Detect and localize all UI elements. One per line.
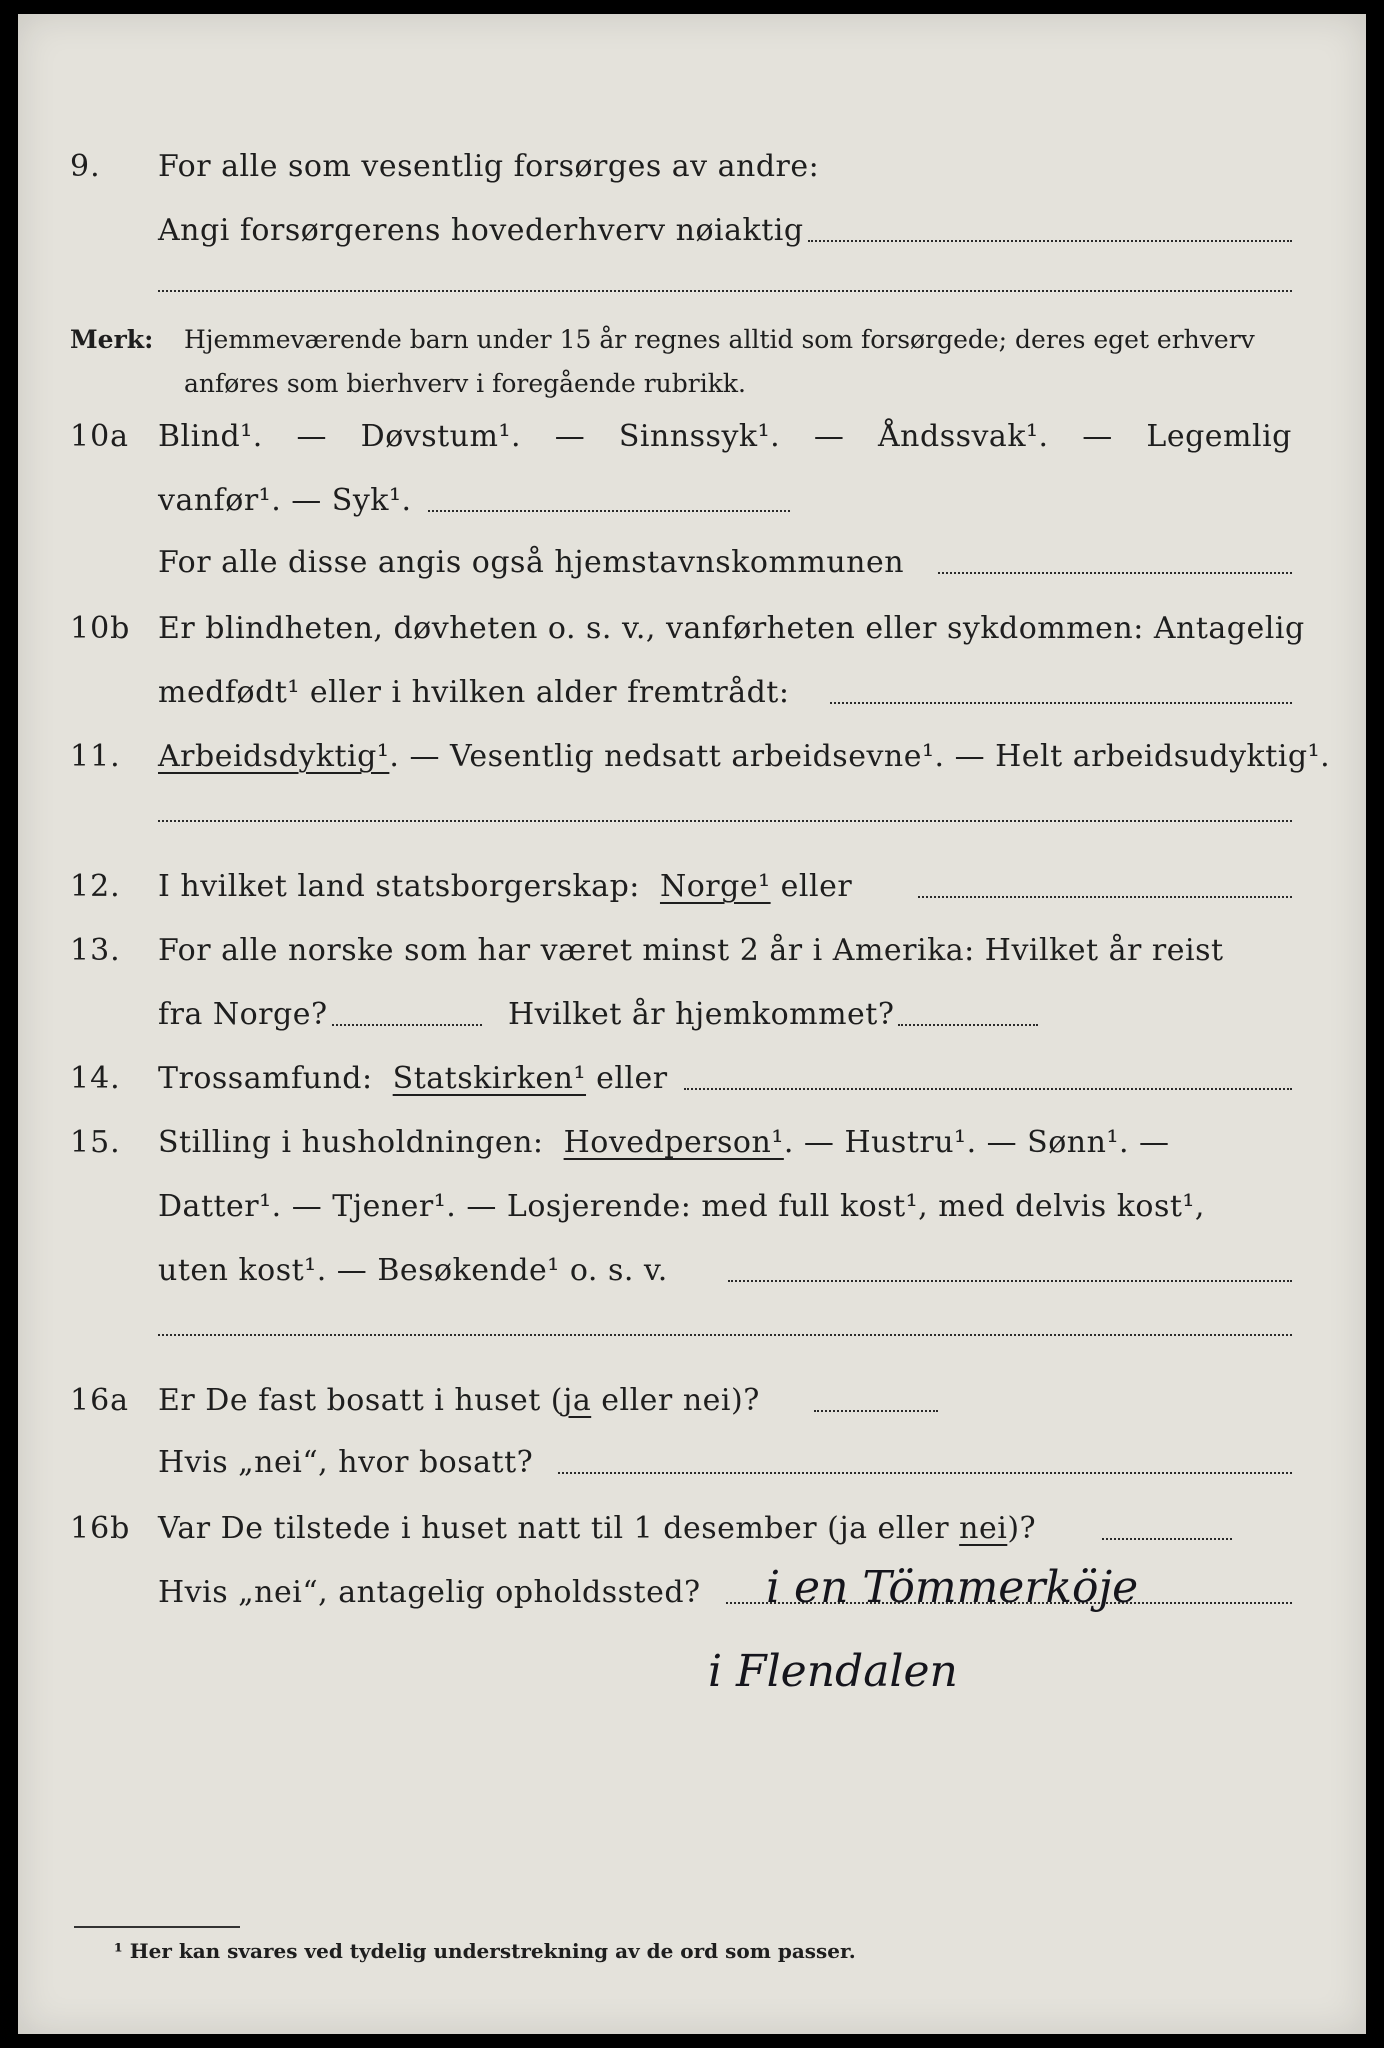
question-text: vanfør¹. — Syk¹. bbox=[158, 483, 412, 518]
question-14-row bbox=[18, 1048, 1366, 1104]
question-number: 14. bbox=[70, 1061, 121, 1096]
answer-line[interactable] bbox=[158, 1334, 1292, 1336]
handwritten-answer: i en Tömmerköje bbox=[766, 1562, 1139, 1613]
question-text: fra Norge? bbox=[158, 997, 328, 1032]
footnote-divider bbox=[74, 1926, 240, 1928]
question-text bbox=[158, 1125, 1170, 1160]
question-text: For alle som vesentlig forsørges av andre: bbox=[158, 149, 820, 184]
question-16b-row bbox=[18, 1498, 1366, 1554]
note-row-2 bbox=[18, 350, 1366, 406]
option-legemlig: Legemlig bbox=[1146, 419, 1292, 454]
question-label: Er De fast bosatt i huset ( bbox=[158, 1383, 564, 1418]
question-15-row-2 bbox=[18, 1176, 1366, 1232]
other-options: . — Hustru¹. — Sønn¹. — bbox=[783, 1125, 1170, 1160]
answer-line[interactable] bbox=[428, 510, 790, 512]
note-text: anføres som bierhverv i foregående rubrikk. bbox=[184, 369, 746, 398]
question-text: Er blindheten, døvheten o. s. v., vanførheten eller sykdommen: Antagelig bbox=[158, 611, 1305, 646]
question-11-row bbox=[18, 726, 1366, 782]
question-text: uten kost¹. — Besøkende¹ o. s. v. bbox=[158, 1253, 668, 1288]
question-text: Hvilket år hjemkommet? bbox=[508, 997, 895, 1032]
question-text: Hvis „nei“, hvor bosatt? bbox=[158, 1445, 534, 1480]
question-text: Hvis „nei“, antagelig opholdssted? bbox=[158, 1575, 701, 1610]
question-16a-row-2 bbox=[18, 1432, 1366, 1488]
dash: — bbox=[1082, 419, 1113, 454]
question-text bbox=[158, 1383, 760, 1418]
question-9-row-2 bbox=[18, 200, 1366, 256]
question-number: 13. bbox=[70, 933, 121, 968]
option-blind: Blind¹. bbox=[158, 419, 263, 454]
question-text: Datter¹. — Tjener¹. — Losjerende: med full kost¹, med delvis kost¹, bbox=[158, 1189, 1205, 1224]
answer-line[interactable] bbox=[684, 1088, 1292, 1090]
answer-line[interactable] bbox=[938, 572, 1292, 574]
selected-option-arbeidsdyktig: Arbeidsdyktig¹ bbox=[158, 739, 390, 774]
question-text: For alle norske som har været minst 2 år i Amerika: Hvilket år reist bbox=[158, 933, 1224, 968]
question-text: Angi forsørgerens hovederhverv nøiaktig bbox=[158, 213, 804, 248]
answer-line[interactable] bbox=[332, 1024, 482, 1026]
option-andssvak: Åndssvak¹. bbox=[878, 419, 1049, 454]
answer-line[interactable] bbox=[808, 240, 1292, 242]
question-number: 12. bbox=[70, 869, 121, 904]
question-label: Trossamfund: bbox=[158, 1061, 373, 1096]
question-9-row bbox=[18, 136, 1366, 192]
question-10a-row-2 bbox=[18, 470, 1366, 526]
question-10b-row bbox=[18, 598, 1366, 654]
question-label: )? bbox=[1007, 1511, 1037, 1546]
answer-line[interactable] bbox=[728, 1280, 1292, 1282]
question-text: For alle disse angis også hjemstavnskommunen bbox=[158, 545, 905, 580]
footnote: ¹ Her kan svares ved tydelig understrekning av de ord som passer. bbox=[114, 1939, 856, 1963]
question-13-row-2 bbox=[18, 984, 1366, 1040]
option-sinnssyk: Sinnssyk¹. bbox=[618, 419, 781, 454]
handwritten-answer: i Flendalen bbox=[708, 1646, 958, 1697]
option-dovstum: Døvstum¹. bbox=[360, 419, 522, 454]
question-label: eller nei)? bbox=[591, 1383, 760, 1418]
census-form-page bbox=[18, 14, 1366, 2034]
selected-option-hovedperson: Hovedperson¹ bbox=[563, 1125, 784, 1160]
question-number: 16a bbox=[70, 1383, 130, 1418]
question-15-row bbox=[18, 1112, 1366, 1168]
selected-option-norge: Norge¹ bbox=[659, 869, 771, 904]
question-16a-row bbox=[18, 1370, 1366, 1426]
question-number: 11. bbox=[70, 739, 121, 774]
question-number: 9. bbox=[70, 149, 101, 184]
dash: — bbox=[813, 419, 845, 454]
other-options: . — Vesentlig nedsatt arbeidsevne¹. — Helt arbeidsudyktig¹. bbox=[389, 739, 1331, 774]
answer-line[interactable] bbox=[1102, 1538, 1232, 1540]
question-text: medfødt¹ eller i hvilken alder fremtrådt: bbox=[158, 675, 790, 710]
dash: — bbox=[554, 419, 586, 454]
answer-line[interactable] bbox=[918, 896, 1292, 898]
question-10a-row bbox=[18, 406, 1366, 462]
note-text: Hjemmeværende barn under 15 år regnes alltid som forsørgede; deres eget erhverv bbox=[184, 325, 1255, 354]
question-text bbox=[158, 739, 1330, 774]
selected-option-statskirken: Statskirken¹ bbox=[392, 1061, 587, 1096]
question-number: 10b bbox=[70, 611, 131, 646]
selected-option-nei: nei bbox=[959, 1511, 1008, 1546]
question-12-row bbox=[18, 856, 1366, 912]
question-text bbox=[158, 1511, 1036, 1546]
question-text bbox=[158, 869, 852, 904]
question-number: 10a bbox=[70, 419, 130, 454]
answer-line[interactable] bbox=[158, 290, 1292, 292]
question-10a-row-3 bbox=[18, 532, 1366, 588]
question-label: Var De tilstede i huset natt til 1 desember (ja eller bbox=[158, 1511, 960, 1546]
selected-option-ja: ja bbox=[563, 1383, 592, 1418]
note-label: Merk: bbox=[70, 325, 154, 354]
answer-line[interactable] bbox=[898, 1024, 1038, 1026]
answer-line[interactable] bbox=[830, 702, 1292, 704]
answer-line[interactable] bbox=[814, 1410, 938, 1412]
question-number: 16b bbox=[70, 1511, 131, 1546]
answer-line[interactable] bbox=[558, 1472, 1292, 1474]
question-16b-row-2 bbox=[18, 1562, 1366, 1618]
question-13-row bbox=[18, 920, 1366, 976]
question-15-row-3 bbox=[18, 1240, 1366, 1296]
question-number: 15. bbox=[70, 1125, 121, 1160]
question-text bbox=[158, 1061, 668, 1096]
answer-line[interactable] bbox=[158, 820, 1292, 822]
question-label: Stilling i husholdningen: bbox=[158, 1125, 544, 1160]
question-10b-row-2 bbox=[18, 662, 1366, 718]
question-label: I hvilket land statsborgerskap: bbox=[158, 869, 640, 904]
dash: — bbox=[296, 419, 327, 454]
question-options bbox=[158, 419, 1292, 454]
question-label: eller bbox=[780, 869, 853, 904]
question-label: eller bbox=[596, 1061, 668, 1096]
